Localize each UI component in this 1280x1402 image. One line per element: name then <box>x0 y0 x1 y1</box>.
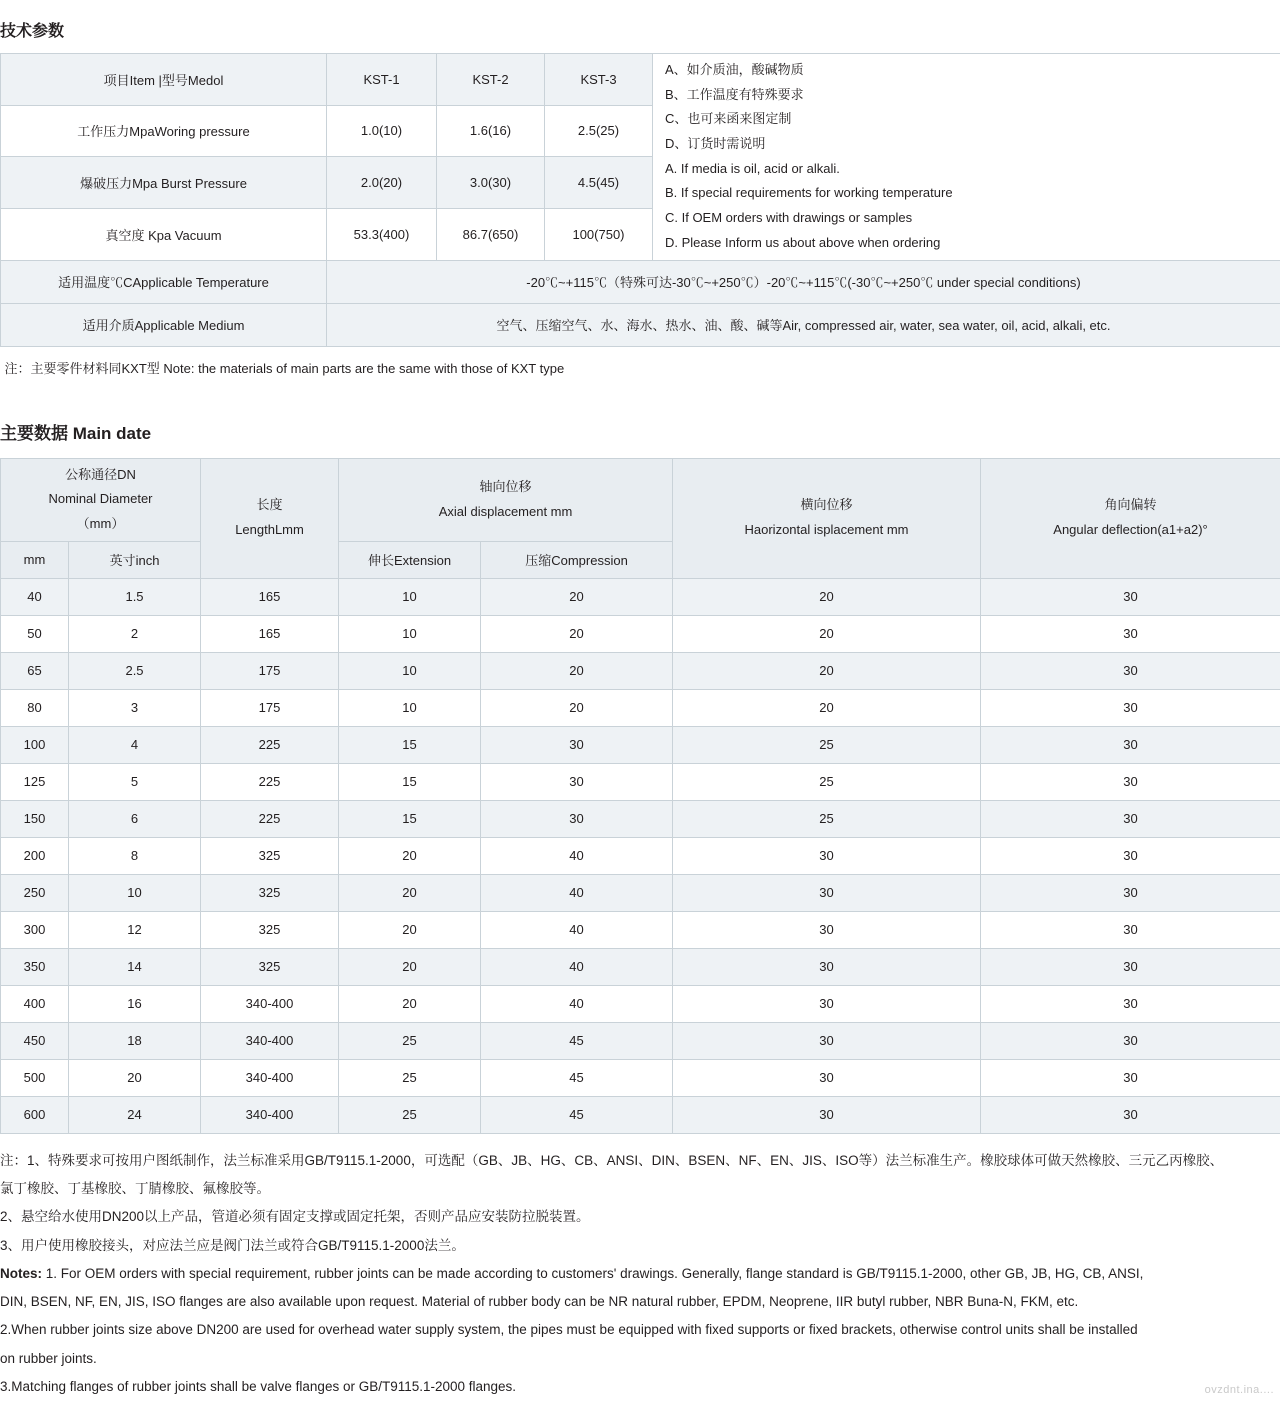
table-row <box>1 458 1280 541</box>
cell-length: 340-400 <box>201 1022 339 1059</box>
table-row <box>1 837 1280 874</box>
temperature-value: -20℃~+115℃（特殊可达-30℃~+250℃）-20℃~+115℃(-30℃~+250℃ under special conditions) <box>327 260 1280 303</box>
tech-row-label: 爆破压力Mpa Burst Pressure <box>1 157 327 209</box>
cell-extension: 10 <box>339 652 481 689</box>
cell-horizontal: 20 <box>673 615 981 652</box>
subheader-inch: 英寸inch <box>69 541 201 578</box>
cell-angular: 30 <box>981 985 1280 1022</box>
note-en-2a: 2.When rubber joints size above DN200 are used for overhead water supply system, the pipes must be equipped with fixed supports or fixed brackets, otherwise control units shall be installed <box>0 1317 1280 1343</box>
cell-length: 225 <box>201 726 339 763</box>
note-en-c: C. If OEM orders with drawings or samples <box>665 206 1277 231</box>
cell-length: 340-400 <box>201 1096 339 1133</box>
cell-angular: 30 <box>981 652 1280 689</box>
cell-horizontal: 20 <box>673 578 981 615</box>
header-angular-deflection <box>981 458 1280 578</box>
cell-mm: 350 <box>1 948 69 985</box>
header-angular-line2: Angular deflection(a1+a2)° <box>984 518 1277 543</box>
cell-angular: 30 <box>981 689 1280 726</box>
note-cn-c: C、也可来函来图定制 <box>665 107 1277 132</box>
note-cn-2: 2、悬空给水使用DN200以上产品，管道必须有固定支撑或固定托架，否则产品应安装防拉脱装置。 <box>0 1204 1280 1230</box>
cell-angular: 30 <box>981 726 1280 763</box>
note-cn-b: B、工作温度有特殊要求 <box>665 83 1277 108</box>
temperature-label: 适用温度℃CApplicable Temperature <box>1 260 327 303</box>
cell-extension: 20 <box>339 874 481 911</box>
cell-extension: 15 <box>339 763 481 800</box>
table-row <box>1 303 1280 346</box>
subheader-compression: 压缩Compression <box>481 541 673 578</box>
main-data-table <box>0 458 1280 1134</box>
tech-row-value: 1.0(10) <box>327 105 437 157</box>
cell-inch: 8 <box>69 837 201 874</box>
cell-inch: 6 <box>69 800 201 837</box>
tech-params-title: 技术参数 <box>0 18 1280 41</box>
header-axial-displacement <box>339 458 673 541</box>
note-en-1b: DIN, BSEN, NF, EN, JIS, ISO flanges are also available upon request. Material of rubber body can be NR natural rubber, EPDM, Neoprene, IIR butyl rubber, NBR Buna-N, FKM, etc. <box>0 1289 1280 1315</box>
table-row <box>1 346 1280 389</box>
cell-horizontal: 30 <box>673 1096 981 1133</box>
cell-length: 340-400 <box>201 985 339 1022</box>
subheader-extension: 伸长Extension <box>339 541 481 578</box>
tech-row-value: 100(750) <box>545 208 653 260</box>
cell-length: 165 <box>201 615 339 652</box>
tech-row-value: 86.7(650) <box>437 208 545 260</box>
footer-notes <box>0 1148 1280 1401</box>
cell-angular: 30 <box>981 874 1280 911</box>
cell-extension: 20 <box>339 948 481 985</box>
cell-compression: 20 <box>481 652 673 689</box>
header-length-line2: LengthLmm <box>204 518 335 543</box>
tech-row-label: 工作压力MpaWoring pressure <box>1 105 327 157</box>
cell-compression: 20 <box>481 615 673 652</box>
cell-mm: 600 <box>1 1096 69 1133</box>
cell-compression: 45 <box>481 1096 673 1133</box>
cell-extension: 25 <box>339 1022 481 1059</box>
cell-horizontal: 25 <box>673 763 981 800</box>
note-en-3: 3.Matching flanges of rubber joints shall be valve flanges or GB/T9115.1-2000 flanges. <box>0 1374 1280 1400</box>
header-nominal-diameter <box>1 458 201 541</box>
table-row <box>1 800 1280 837</box>
cell-extension: 20 <box>339 911 481 948</box>
technical-parameters-table <box>0 53 1280 389</box>
table-row <box>1 1022 1280 1059</box>
cell-angular: 30 <box>981 763 1280 800</box>
cell-extension: 15 <box>339 726 481 763</box>
header-horizontal-displacement <box>673 458 981 578</box>
table-row <box>1 652 1280 689</box>
notes-label: Notes: <box>0 1266 42 1281</box>
note-en-a: A. If media is oil, acid or alkali. <box>665 157 1277 182</box>
cell-inch: 12 <box>69 911 201 948</box>
tech-footnote: 注：主要零件材料同KXT型 Note: the materials of main parts are the same with those of KXT type <box>1 346 1280 389</box>
cell-length: 165 <box>201 578 339 615</box>
note-cn-3: 3、用户使用橡胶接头，对应法兰应是阀门法兰或符合GB/T9115.1-2000法兰。 <box>0 1233 1280 1259</box>
cell-horizontal: 20 <box>673 689 981 726</box>
cell-length: 175 <box>201 652 339 689</box>
cell-compression: 40 <box>481 837 673 874</box>
table-row <box>1 985 1280 1022</box>
document-page <box>0 18 1280 1400</box>
table-row <box>1 578 1280 615</box>
cell-horizontal: 20 <box>673 652 981 689</box>
header-axial-line1: 轴向位移 <box>342 475 669 500</box>
cell-length: 325 <box>201 948 339 985</box>
note-en-d: D. Please Inform us about above when ordering <box>665 231 1277 256</box>
cell-angular: 30 <box>981 911 1280 948</box>
note-en-1a <box>0 1261 1280 1287</box>
medium-label: 适用介质Applicable Medium <box>1 303 327 346</box>
cell-angular: 30 <box>981 1022 1280 1059</box>
cell-angular: 30 <box>981 578 1280 615</box>
cell-compression: 30 <box>481 726 673 763</box>
tech-header-kst3: KST-3 <box>545 54 653 106</box>
cell-mm: 65 <box>1 652 69 689</box>
cell-inch: 5 <box>69 763 201 800</box>
cell-extension: 10 <box>339 689 481 726</box>
cell-angular: 30 <box>981 1096 1280 1133</box>
header-horizontal-line1: 横向位移 <box>676 493 977 518</box>
cell-length: 175 <box>201 689 339 726</box>
cell-inch: 20 <box>69 1059 201 1096</box>
cell-mm: 250 <box>1 874 69 911</box>
cell-extension: 15 <box>339 800 481 837</box>
cell-mm: 50 <box>1 615 69 652</box>
cell-extension: 20 <box>339 985 481 1022</box>
table-row <box>1 948 1280 985</box>
cell-inch: 2.5 <box>69 652 201 689</box>
cell-horizontal: 25 <box>673 726 981 763</box>
cell-horizontal: 25 <box>673 800 981 837</box>
header-length-line1: 长度 <box>204 493 335 518</box>
cell-inch: 3 <box>69 689 201 726</box>
cell-compression: 40 <box>481 948 673 985</box>
header-length <box>201 458 339 578</box>
cell-horizontal: 30 <box>673 911 981 948</box>
cell-mm: 80 <box>1 689 69 726</box>
cell-horizontal: 30 <box>673 985 981 1022</box>
main-data-title: 主要数据 Main date <box>0 419 1280 444</box>
cell-inch: 14 <box>69 948 201 985</box>
table-row <box>1 763 1280 800</box>
cell-mm: 125 <box>1 763 69 800</box>
table-row <box>1 1096 1280 1133</box>
cell-extension: 10 <box>339 615 481 652</box>
table-row <box>1 874 1280 911</box>
cell-compression: 30 <box>481 800 673 837</box>
cell-inch: 16 <box>69 985 201 1022</box>
note-en-1a-text: 1. For OEM orders with special requirement, rubber joints can be made according to customers' drawings. Generally, flange standard is GB/T9115.1-2000, other GB, JB, HG, CB, ANSI, <box>42 1266 1143 1281</box>
cell-compression: 45 <box>481 1022 673 1059</box>
note-en-2b: on rubber joints. <box>0 1346 1280 1372</box>
tech-header-item: 项目Item |型号Medol <box>1 54 327 106</box>
watermark-text: ovzdnt.ina.... <box>1205 1384 1274 1396</box>
cell-mm: 450 <box>1 1022 69 1059</box>
cell-length: 325 <box>201 837 339 874</box>
note-cn-1a: 注：1、特殊要求可按用户图纸制作，法兰标准采用GB/T9115.1-2000，可选配（GB、JB、HG、CB、ANSI、DIN、BSEN、NF、EN、JIS、ISO等）法兰标准生产。橡胶球体可做天然橡胶、三元乙丙橡胶、 <box>0 1148 1280 1174</box>
cell-length: 325 <box>201 874 339 911</box>
cell-horizontal: 30 <box>673 837 981 874</box>
cell-mm: 300 <box>1 911 69 948</box>
tech-row-label: 真空度 Kpa Vacuum <box>1 208 327 260</box>
cell-compression: 30 <box>481 763 673 800</box>
header-dn-line1: 公称通径DN <box>4 463 197 488</box>
cell-length: 225 <box>201 800 339 837</box>
cell-mm: 200 <box>1 837 69 874</box>
tech-header-kst2: KST-2 <box>437 54 545 106</box>
tech-row-value: 1.6(16) <box>437 105 545 157</box>
cell-horizontal: 30 <box>673 1059 981 1096</box>
cell-compression: 20 <box>481 689 673 726</box>
header-dn-line2: Nominal Diameter <box>4 487 197 512</box>
cell-inch: 1.5 <box>69 578 201 615</box>
cell-horizontal: 30 <box>673 1022 981 1059</box>
table-row <box>1 1059 1280 1096</box>
tech-header-kst1: KST-1 <box>327 54 437 106</box>
cell-mm: 40 <box>1 578 69 615</box>
header-angular-line1: 角向偏转 <box>984 493 1277 518</box>
cell-horizontal: 30 <box>673 948 981 985</box>
table-row <box>1 54 1280 106</box>
header-axial-line2: Axial displacement mm <box>342 500 669 525</box>
tech-row-value: 4.5(45) <box>545 157 653 209</box>
tech-row-value: 53.3(400) <box>327 208 437 260</box>
cell-inch: 18 <box>69 1022 201 1059</box>
note-cn-1b: 氯丁橡胶、丁基橡胶、丁腈橡胶、氟橡胶等。 <box>0 1176 1280 1202</box>
cell-mm: 150 <box>1 800 69 837</box>
header-horizontal-line2: Haorizontal isplacement mm <box>676 518 977 543</box>
cell-mm: 500 <box>1 1059 69 1096</box>
cell-length: 325 <box>201 911 339 948</box>
cell-mm: 400 <box>1 985 69 1022</box>
cell-extension: 20 <box>339 837 481 874</box>
cell-inch: 2 <box>69 615 201 652</box>
cell-compression: 40 <box>481 985 673 1022</box>
cell-length: 225 <box>201 763 339 800</box>
medium-value: 空气、压缩空气、水、海水、热水、油、酸、碱等Air, compressed air, water, sea water, oil, acid, alkali, etc. <box>327 303 1280 346</box>
cell-inch: 4 <box>69 726 201 763</box>
cell-angular: 30 <box>981 948 1280 985</box>
cell-angular: 30 <box>981 800 1280 837</box>
cell-mm: 100 <box>1 726 69 763</box>
cell-extension: 25 <box>339 1059 481 1096</box>
cell-extension: 10 <box>339 578 481 615</box>
cell-horizontal: 30 <box>673 874 981 911</box>
subheader-mm: mm <box>1 541 69 578</box>
cell-angular: 30 <box>981 837 1280 874</box>
header-dn-line3: （mm） <box>4 512 197 537</box>
table-row <box>1 726 1280 763</box>
tech-row-value: 3.0(30) <box>437 157 545 209</box>
tech-row-value: 2.5(25) <box>545 105 653 157</box>
note-en-b: B. If special requirements for working temperature <box>665 181 1277 206</box>
cell-angular: 30 <box>981 615 1280 652</box>
table-row <box>1 615 1280 652</box>
cell-extension: 25 <box>339 1096 481 1133</box>
cell-compression: 20 <box>481 578 673 615</box>
table-row <box>1 911 1280 948</box>
cell-compression: 40 <box>481 911 673 948</box>
tech-row-value: 2.0(20) <box>327 157 437 209</box>
note-cn-a: A、如介质油，酸碱物质 <box>665 58 1277 83</box>
cell-inch: 10 <box>69 874 201 911</box>
note-cn-d: D、订货时需说明 <box>665 132 1277 157</box>
cell-compression: 45 <box>481 1059 673 1096</box>
table-row <box>1 260 1280 303</box>
table-row <box>1 689 1280 726</box>
cell-inch: 24 <box>69 1096 201 1133</box>
cell-compression: 40 <box>481 874 673 911</box>
tech-notes-cell <box>653 54 1280 261</box>
cell-length: 340-400 <box>201 1059 339 1096</box>
cell-angular: 30 <box>981 1059 1280 1096</box>
